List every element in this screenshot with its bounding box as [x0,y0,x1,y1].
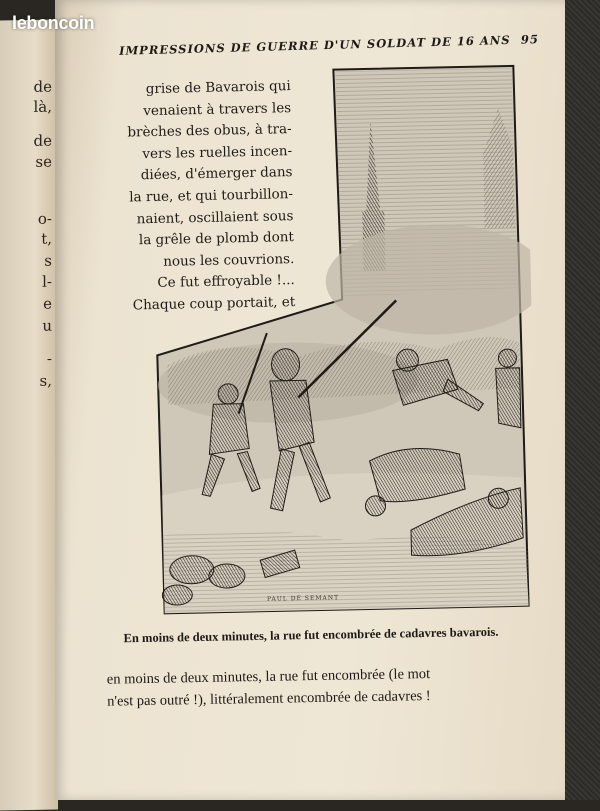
left-page-fragment: o- [37,209,52,228]
bottom-paragraph [107,661,528,712]
text-line: nous les couvrions. [163,250,295,270]
left-page-fragment: se [35,152,52,171]
text-line: diées, d'émerger dans [140,164,293,184]
left-page-fragment: e [43,294,52,313]
body-paragraph [107,76,296,317]
text-line: la rue, et qui tourbillon- [129,186,294,206]
left-page-fragment: s, [39,371,52,390]
text-line: Ce fut effroyable !... [157,272,295,292]
text-line: n'est pas outré !), littéralement encombrée de cadavres ! [107,688,431,710]
running-title: IMPRESSIONS DE GUERRE D'UN SOLDAT DE 16 ANS [118,32,511,58]
left-page-fragment: l- [42,272,52,291]
text-line: grise de Bavarois qui [145,78,291,98]
left-page-fragment: - [46,349,52,368]
running-header [119,32,539,58]
text-line: brèches des obus, à tra- [127,121,292,141]
left-page-fragment: t, [41,229,52,248]
left-page-fragment: u [42,316,52,335]
text-line: la grêle de plomb dont [138,229,295,249]
left-page-fragment: là, [33,97,52,116]
engraver-signature: PAUL DE SEMANT [266,594,340,603]
book-page [55,0,565,800]
text-line: venaient à travers les [143,99,292,119]
page-number: 95 [520,32,540,47]
left-page-fragment: de [33,131,52,150]
previous-page [0,19,58,810]
left-page-fragment: de [33,77,52,96]
left-page-fragment: s [44,251,52,270]
text-line: en moins de deux minutes, la rue fut encombrée (le mot [106,666,431,688]
text-line: vers les ruelles incen- [142,142,293,162]
text-line: Chaque coup portait, et [132,293,296,314]
leboncoin-watermark: leboncoin [12,13,95,33]
text-line: naient, oscillaient sous [136,207,294,227]
illustration-caption: En moins de deux minutes, la rue fut encombrée de cadavres bavarois. [123,624,499,646]
